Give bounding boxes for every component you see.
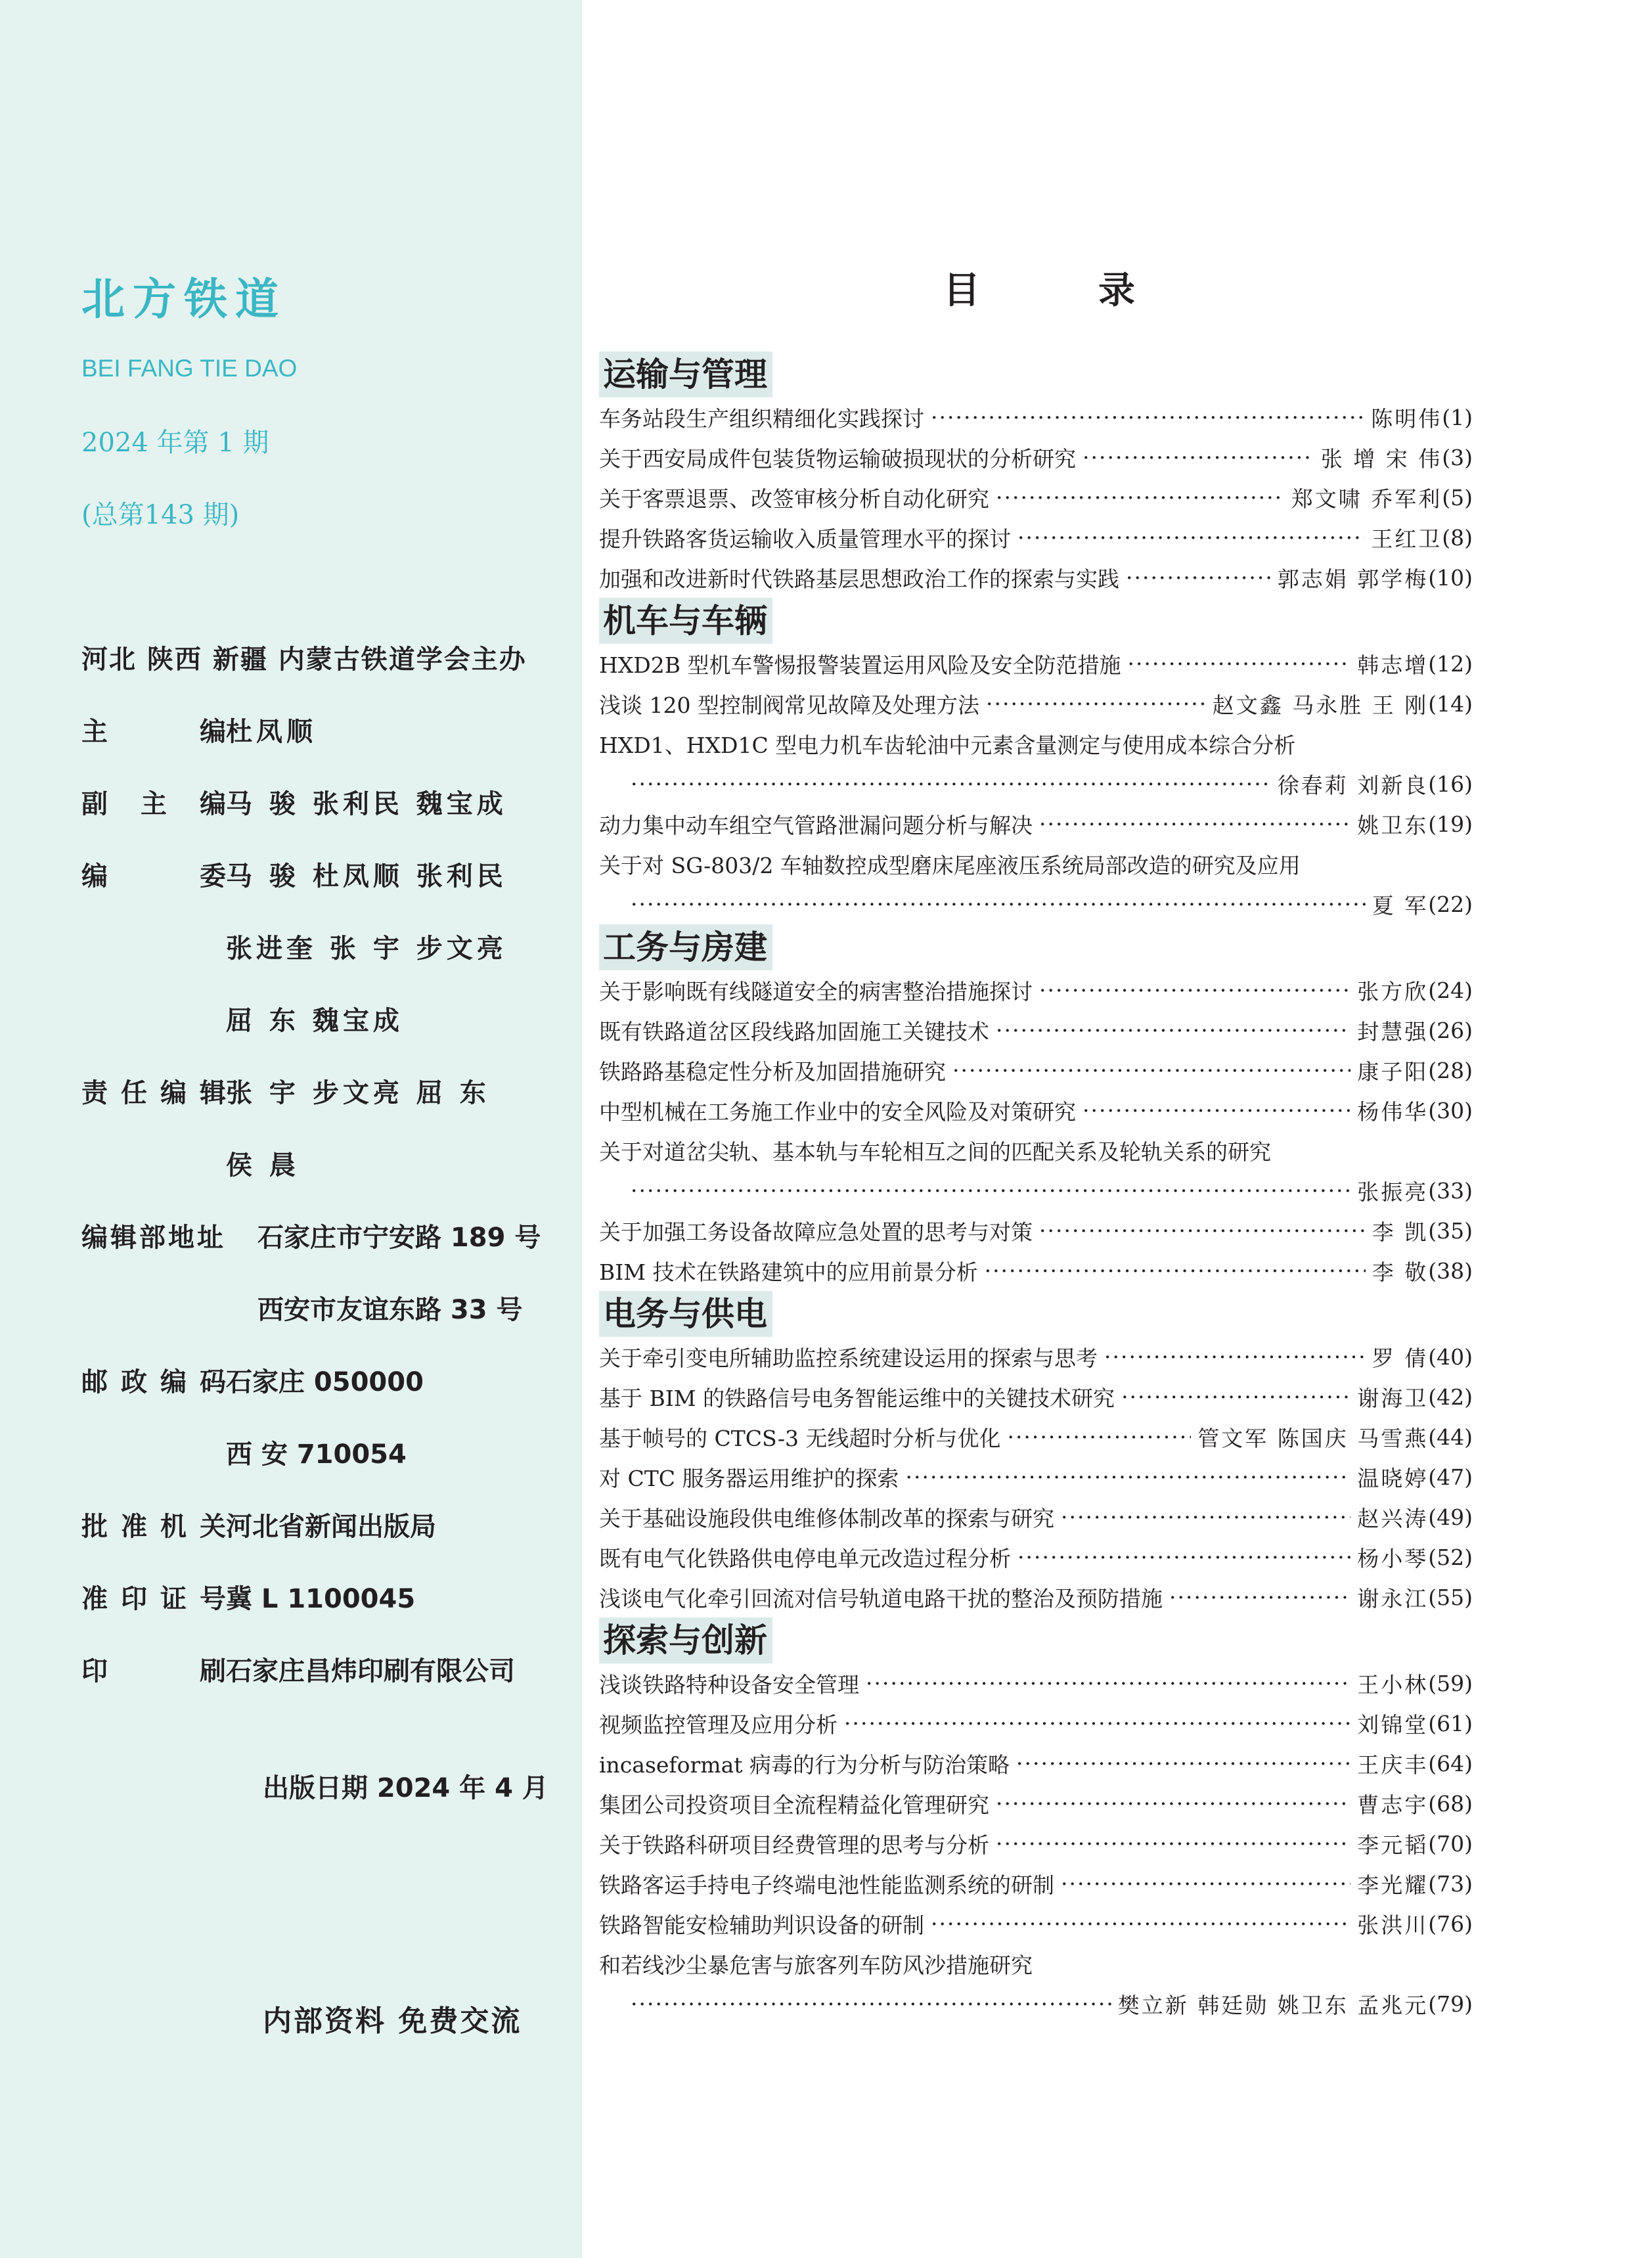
page-number: (47) [1428,1464,1473,1490]
page-number: (49) [1428,1504,1473,1530]
article-title: 集团公司投资项目全流程精益化管理研究 [599,1792,989,1818]
page-number: (52) [1428,1545,1473,1570]
article-title: 关于铁路科研项目经费管理的思考与分析 [599,1832,989,1858]
article-title: 关于对 SG-803/2 车轴数控成型磨床尾座液压系统局部改造的研究及应用 [599,853,1301,878]
section-title: 运输与管理 [599,351,772,397]
page-number: (30) [1428,1098,1473,1123]
dot-leader [1126,565,1271,591]
internal-notice: 内部资料 免费交流 [263,2004,522,2038]
page-number: (16) [1428,771,1473,797]
article-authors: 张洪川 [1357,1912,1429,1938]
page-number: (59) [1428,1671,1473,1696]
page-number: (76) [1428,1911,1473,1937]
page-number: (14) [1428,691,1473,717]
page-number: (8) [1442,525,1473,551]
article-authors: 罗 倩 [1372,1345,1429,1371]
dot-leader [1127,651,1351,677]
toc-entry[interactable] [599,558,1473,598]
article-authors: 李 敬 [1372,1259,1429,1285]
article-authors: 樊立新 韩廷勋 姚卫东 孟兆元 [1117,1993,1429,2018]
approval-authority: 河北省新闻出版局 [226,1511,436,1542]
page-number: (42) [1428,1384,1473,1410]
article-authors: 赵兴涛 [1357,1506,1429,1531]
page-number: (38) [1428,1258,1473,1284]
dot-leader [1039,811,1351,837]
article-title: HXD1、HXD1C 型电力机车齿轮油中元素含量测定与使用成本综合分析 [599,733,1296,758]
article-authors: 夏 军 [1372,893,1429,918]
dot-leader [1017,525,1364,551]
deputy-editors: 马 骏 张利民 魏宝成 [226,788,507,819]
toc-section [599,1291,1473,1617]
article-authors: 张 增 宋 伟 [1320,446,1442,472]
page-number: (26) [1428,1018,1473,1043]
page-number: (35) [1428,1218,1473,1244]
dot-leader [952,1058,1351,1083]
toc-entry[interactable] [599,684,1473,724]
toc-entry[interactable] [599,1497,1473,1537]
article-authors: 王小林 [1357,1672,1429,1698]
dot-leader [1169,1585,1351,1610]
toc-entry[interactable] [599,1417,1473,1457]
article-authors: 王庆丰 [1357,1752,1429,1778]
article-title: 关于客票退票、改签审核分析自动化研究 [599,486,989,512]
dot-leader [986,691,1206,717]
toc-entry[interactable] [599,438,1473,478]
article-title: incaseformat 病毒的行为分析与防治策略 [599,1752,1010,1778]
article-title: 既有电气化铁路供电停电单元改造过程分析 [599,1546,1011,1571]
dot-leader [631,892,1366,917]
article-title: 关于加强工务设备故障应急处置的思考与对策 [599,1219,1033,1245]
dot-leader [1083,445,1314,470]
permit-number: 冀 L 1100045 [226,1583,416,1614]
article-title: 关于对道岔尖轨、基本轨与车轮相互之间的匹配关系及轮轨关系的研究 [599,1139,1271,1165]
dot-leader [631,1991,1111,2017]
dot-leader [1104,1344,1366,1370]
dot-leader [844,1711,1351,1736]
dot-leader [931,1911,1351,1937]
page-number: (55) [1428,1585,1473,1610]
page-number: (28) [1428,1058,1473,1083]
section-title: 电务与供电 [599,1291,772,1337]
toc-entry[interactable] [599,1457,1473,1497]
responsible-editors-2: 侯 晨 [226,1150,300,1181]
dot-leader [1016,1751,1351,1776]
toc-entry[interactable] [599,478,1473,518]
toc-entry[interactable] [599,1010,1473,1050]
deputy-editor-label: 副主编 [81,788,226,819]
chief-editor-label: 主编 [81,716,226,747]
page-number: (3) [1442,445,1473,470]
postcode-label: 邮政编码 [81,1366,226,1397]
article-title: 加强和改进新时代铁路基层思想政治工作的探索与实践 [599,566,1119,592]
toc-entry[interactable] [599,724,1473,764]
article-authors: 李 凯 [1372,1219,1429,1245]
toc-section [599,1617,1473,2024]
toc-entry[interactable] [599,397,1473,438]
toc-heading: 目录 [943,269,1253,312]
page-number: (64) [1428,1751,1473,1776]
toc-entry[interactable] [599,1904,1473,1944]
article-title: 浅谈 120 型控制阀常见故障及处理方法 [599,692,979,718]
dot-leader [1039,1218,1366,1244]
article-authors: 张振亮 [1357,1179,1429,1205]
chief-editor: 杜凤顺 [226,716,317,747]
article-title: 浅谈铁路特种设备安全管理 [599,1672,859,1698]
toc-entry[interactable] [599,1577,1473,1617]
toc-entry[interactable] [599,970,1473,1010]
article-title: HXD2B 型机车警惕报警装置运用风险及安全防范措施 [599,652,1121,678]
toc-entry[interactable] [599,1337,1473,1377]
dot-leader [996,1831,1351,1857]
toc-entry[interactable] [599,764,1473,804]
dot-leader [1061,1504,1351,1530]
section-title: 机车与车辆 [599,598,772,644]
toc-section [599,351,1473,598]
article-title: 关于影响既有线隧道安全的病害整治措施探讨 [599,979,1033,1005]
article-title: 提升铁路客货运输收入质量管理水平的探讨 [599,526,1011,552]
toc-entry[interactable] [599,884,1473,924]
article-authors: 李光耀 [1357,1872,1429,1898]
publication-date: 出版日期 2024 年 4 月 [263,1773,548,1803]
masthead-info [81,621,541,1705]
committee-line-2: 张进奎 张 宇 步文亮 [226,933,507,964]
page-number: (19) [1428,811,1473,837]
page-number: (61) [1428,1711,1473,1736]
article-title: 动力集中动车组空气管路泄漏问题分析与解决 [599,813,1033,838]
article-authors: 谢永江 [1357,1586,1429,1612]
approval-label: 批准机关 [81,1511,226,1542]
article-authors: 康子阳 [1357,1059,1429,1085]
page-number: (44) [1428,1424,1473,1450]
toc-entry[interactable] [599,1091,1473,1131]
toc-entry[interactable] [599,1663,1473,1704]
page-number: (73) [1428,1871,1473,1897]
article-title: 铁路路基稳定性分析及加固措施研究 [599,1059,946,1085]
toc-entry[interactable] [599,1704,1473,1744]
page-number: (40) [1428,1344,1473,1370]
article-authors: 郭志娟 郭学梅 [1277,566,1429,592]
dot-leader [1083,1098,1351,1123]
toc-entry[interactable] [599,1171,1473,1211]
toc-entry[interactable] [599,1131,1473,1171]
total-issue-number: (总第143 期) [81,500,240,530]
issue-number: 2024 年第 1 期 [81,428,269,458]
masthead-sidebar [0,0,582,2258]
article-authors: 谢海卫 [1357,1386,1429,1411]
article-authors: 李元韬 [1357,1832,1429,1858]
article-authors: 温晓婷 [1357,1466,1429,1491]
dot-leader [996,1791,1351,1817]
page-number: (24) [1428,978,1473,1003]
article-title: 基于帧号的 CTCS-3 无线超时分析与优化 [599,1426,1001,1451]
section-title: 工务与房建 [599,924,772,970]
permit-label: 准印证号 [81,1583,226,1614]
dot-leader [631,771,1271,797]
article-authors: 杨伟华 [1357,1099,1429,1125]
toc-entry[interactable] [599,1211,1473,1251]
article-title: 铁路智能安检辅助判识设备的研制 [599,1912,924,1938]
article-authors: 姚卫东 [1357,813,1429,838]
article-title: 对 CTC 服务器运用维护的探索 [599,1466,899,1491]
page-number: (22) [1428,892,1473,917]
article-authors: 张方欣 [1357,979,1429,1005]
article-title: 车务站段生产组织精细化实践探讨 [599,406,924,432]
printer-label: 印刷 [81,1656,226,1686]
toc-entry[interactable] [599,1864,1473,1904]
article-authors: 赵文鑫 马永胜 王 刚 [1212,692,1429,718]
dot-leader [1121,1384,1351,1410]
toc-entry[interactable] [599,844,1473,884]
article-authors: 杨小琴 [1357,1546,1429,1571]
toc-entry[interactable] [599,1744,1473,1784]
toc-entry[interactable] [599,1377,1473,1417]
article-title: 和若线沙尘暴危害与旅客列车防风沙措施研究 [599,1953,1033,1978]
toc-entry[interactable] [599,644,1473,684]
dot-leader [1061,1871,1351,1897]
page-number: (10) [1428,565,1473,591]
section-title: 探索与创新 [599,1617,772,1663]
article-title: BIM 技术在铁路建筑中的应用前景分析 [599,1259,978,1285]
dot-leader [931,405,1364,430]
article-title: 基于 BIM 的铁路信号电务智能运维中的关键技术研究 [599,1386,1115,1411]
page-number: (79) [1428,1991,1473,2017]
toc-section [599,924,1473,1291]
article-authors: 王红卫 [1371,526,1442,552]
dot-leader [866,1671,1351,1696]
dot-leader [985,1258,1366,1284]
article-authors: 陈明伟 [1371,406,1442,432]
committee-line-3: 屈 东 魏宝成 [226,1005,403,1036]
article-title: 铁路客运手持电子终端电池性能监测系统的研制 [599,1872,1054,1898]
article-title: 视频监控管理及应用分析 [599,1712,837,1738]
address-line-2: 西安市友谊东路 33 号 [257,1294,523,1325]
dot-leader [1007,1424,1191,1450]
article-title: 关于牵引变电所辅助监控系统建设运用的探索与思考 [599,1345,1098,1371]
article-title: 浅谈电气化牵引回流对信号轨道电路干扰的整治及预防措施 [599,1586,1163,1612]
toc-entry[interactable] [599,1944,1473,1984]
dot-leader [631,1178,1351,1204]
article-authors: 徐春莉 刘新良 [1277,773,1429,798]
page-number: (12) [1428,651,1473,677]
printer: 石家庄昌炜印刷有限公司 [226,1656,515,1686]
article-title: 既有铁路道岔区段线路加固施工关键技术 [599,1019,989,1045]
article-authors: 韩志增 [1357,652,1429,678]
address-label: 编辑部地址 [81,1222,226,1253]
sponsor-line: 河北 陕西 新疆 内蒙古铁道学会主办 [81,644,527,675]
page-number: (33) [1428,1178,1473,1204]
responsible-editors-1: 张 宇 步文亮 屈 东 [226,1077,490,1108]
page-number: (1) [1442,405,1473,430]
page-number: (68) [1428,1791,1473,1817]
toc-entry[interactable] [599,1784,1473,1824]
article-authors: 曹志宇 [1357,1792,1429,1818]
article-authors: 封慧强 [1357,1019,1429,1045]
page-number: (70) [1428,1831,1473,1857]
article-authors: 管文军 陈国庆 马雪燕 [1197,1426,1429,1451]
address-line-1: 石家庄市宁安路 189 号 [257,1222,541,1253]
dot-leader [906,1464,1351,1490]
table-of-contents [599,351,1473,2024]
responsible-editor-label: 责任编辑 [81,1077,226,1108]
postcode-line-2: 西 安 710054 [226,1439,407,1470]
committee-line-1: 马 骏 杜凤顺 张利民 [226,861,507,892]
toc-entry[interactable] [599,1050,1473,1091]
article-authors: 郑文啸 乔军利 [1291,486,1442,512]
article-authors: 刘锦堂 [1357,1712,1429,1738]
dot-leader [1039,978,1351,1003]
toc-section [599,598,1473,924]
toc-entry[interactable] [599,804,1473,844]
toc-entry[interactable] [599,1251,1473,1291]
article-title: 中型机械在工务施工作业中的安全风险及对策研究 [599,1099,1076,1125]
journal-pinyin: BEI FANG TIE DAO [81,355,298,382]
committee-label: 编委 [81,861,226,892]
article-title: 关于西安局成件包装货物运输破损现状的分析研究 [599,446,1076,472]
dot-leader [996,1018,1351,1043]
toc-entry[interactable] [599,1984,1473,2024]
article-title: 关于基础设施段供电维修体制改革的探索与研究 [599,1506,1054,1531]
toc-entry[interactable] [599,1537,1473,1577]
journal-title: 北方铁道 [81,274,286,325]
toc-entry[interactable] [599,518,1473,558]
postcode-line-1: 石家庄 050000 [226,1366,424,1397]
toc-entry[interactable] [599,1824,1473,1864]
dot-leader [996,485,1285,510]
dot-leader [1017,1545,1351,1570]
page-number: (5) [1442,485,1473,510]
